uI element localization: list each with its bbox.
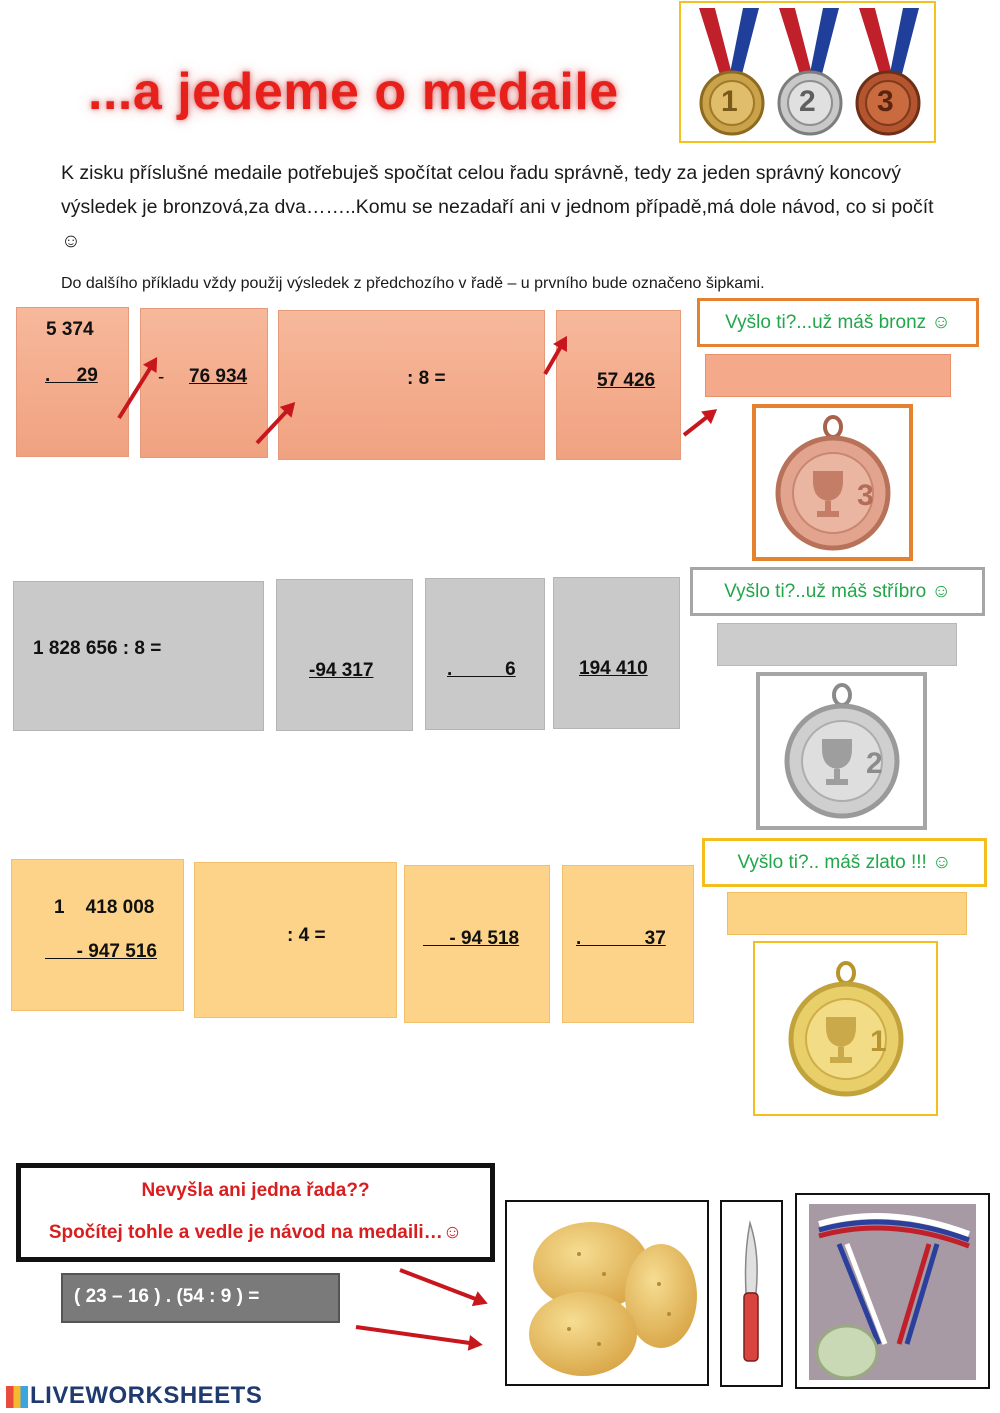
bronze-box-2-value: 76 934	[189, 366, 248, 387]
bronze-box-3	[278, 310, 545, 460]
gold-medal-number: 1	[721, 85, 738, 118]
gold-message: Vyšlo ti?.. máš zlato !!! ☺	[702, 838, 987, 887]
silver-answer-input[interactable]	[717, 623, 957, 666]
gold-box-1-line1: 1 418 008	[54, 897, 155, 918]
gold-box-4	[562, 865, 694, 1023]
bronze-box-1	[16, 307, 129, 457]
silver-medal-number-text: 2	[865, 747, 883, 780]
bronze-answer-input[interactable]	[705, 354, 951, 397]
help-line-2: Spočítej tohle a vedle je návod na medaili…☺	[48, 1222, 463, 1243]
gold-box-4-value: . 37	[576, 928, 666, 949]
ribbon-medal-icon	[809, 1204, 976, 1380]
potato-medal-image	[795, 1193, 990, 1389]
liveworksheets-logo	[6, 1382, 262, 1410]
silver-medal-number: 2	[799, 85, 816, 118]
gold-box-3-value: - 94 518	[423, 928, 520, 949]
bronze-box-4-value: 57 426	[597, 370, 656, 391]
page-title: ...a jedeme o medaile	[88, 63, 619, 121]
help-expression-box	[61, 1273, 340, 1323]
gold-box-1	[11, 859, 184, 1011]
bronze-box-2-minus: -	[158, 367, 165, 388]
gold-medal-number-text: 1	[869, 1024, 887, 1058]
bronze-box-1-line1: 5 374	[46, 319, 94, 340]
help-expression: ( 23 – 16 ) . (54 : 9 ) =	[74, 1286, 260, 1307]
bronze-box-4	[556, 310, 681, 460]
gold-answer-input[interactable]	[727, 892, 967, 935]
silver-box-1	[13, 581, 264, 731]
gold-box-2	[194, 862, 397, 1018]
bronze-medal-number-text: 3	[856, 478, 874, 512]
silver-box-4	[553, 577, 680, 729]
silver-box-4-value: 194 410	[579, 658, 648, 679]
gold-medal-icon	[786, 959, 906, 1099]
top-medals-image	[679, 1, 936, 143]
help-box	[16, 1163, 495, 1262]
silver-box-3	[425, 578, 545, 730]
silver-medal-frame	[756, 672, 927, 830]
gold-box-2-value: : 4 =	[287, 925, 326, 946]
intro-paragraph: K zisku příslušné medaile potřebuješ spočítat celou řadu správně, tedy za jeden správný koncový výsledek je bronzová,za dva……..Komu se nezadaří ani v jednom případě,má dole návod, co si počít ☺	[61, 162, 934, 252]
silver-message: Vyšlo ti?..už máš stříbro ☺	[690, 567, 985, 616]
arrow-4	[683, 411, 714, 436]
knife-image	[720, 1200, 783, 1387]
bronze-box-2	[140, 308, 268, 458]
instruction-note: Do dalšího příkladu vždy použij výsledek z předchozího v řadě – u prvního bude označeno šipkami.	[61, 275, 765, 292]
bronze-medal-frame	[752, 404, 913, 561]
logo-squares-icon	[6, 1386, 28, 1408]
potatoes-image	[505, 1200, 709, 1386]
silver-box-2-value: -94 317	[309, 660, 374, 681]
gold-box-1-line2: - 947 516	[45, 941, 157, 962]
silver-medal-icon	[782, 681, 902, 821]
help-arrow-2	[356, 1325, 477, 1346]
silver-box-3-value: . 6	[447, 659, 516, 680]
gold-medal-frame	[753, 941, 938, 1116]
silver-box-2	[276, 579, 413, 731]
knife-icon	[732, 1219, 772, 1369]
bronze-box-3-value: : 8 =	[407, 368, 446, 389]
footer-text: LIVEWORKSHEETS	[30, 1382, 263, 1409]
bronze-medal-number: 3	[877, 85, 894, 118]
bronze-box-1-line2: . 29	[45, 365, 98, 386]
bronze-message: Vyšlo ti?...už máš bronz ☺	[697, 298, 979, 347]
potato-icon	[509, 1204, 705, 1382]
bronze-medal-icon	[773, 413, 893, 553]
silver-box-1-value: 1 828 656 : 8 =	[33, 638, 162, 659]
help-arrow-1	[399, 1268, 483, 1303]
help-line-1: Nevyšla ani jedna řada??	[141, 1180, 370, 1201]
gold-box-3	[404, 865, 550, 1023]
